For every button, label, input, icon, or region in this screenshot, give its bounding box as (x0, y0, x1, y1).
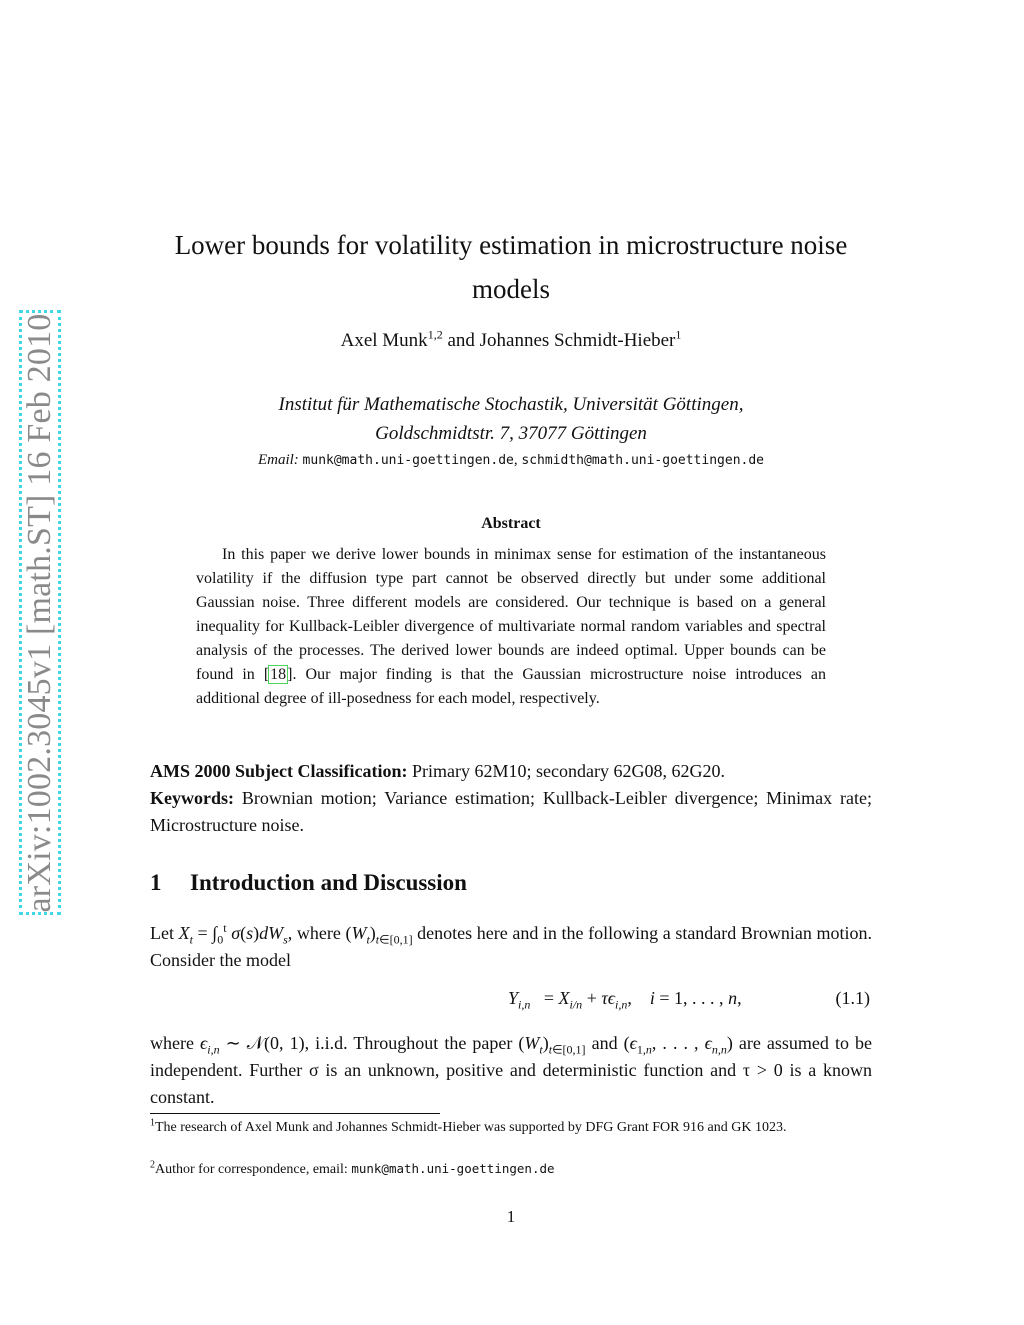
arxiv-stamp[interactable] (19, 310, 61, 915)
author-conjunction: and (442, 330, 480, 351)
footnote-1-text: The research of Axel Munk and Johannes Schmidt-Hieber was supported by DFG Grant FOR 916 and GK 1023. (155, 1120, 787, 1135)
title-line-2: models (472, 274, 550, 304)
ams-classification (150, 758, 872, 785)
ams-text: Primary 62M10; secondary 62G08, 62G20. (407, 761, 725, 781)
abstract-part-1: In this paper we derive lower bounds in minimax sense for estimation of the instantaneous volatility if the diffusion type part cannot be observed directly but under some additional Gaussian noise. Three different models are considered. Our technique is based on a general inequality for Kullback-Leibler divergence of multivariate normal random variables and spectral analysis of the processes. The derived lower bounds are indeed optimal. Upper bounds can be found in [ (196, 546, 826, 683)
intro-rest: denotes here and in the following a standard Brownian motion. Consider the model (150, 923, 872, 970)
section-title: Introduction and Discussion (190, 870, 467, 895)
footnote-1 (150, 1117, 872, 1138)
email-link-1[interactable]: munk@math.uni-goettingen.de (302, 453, 514, 468)
affiliation (150, 390, 872, 448)
section-number: 1 (150, 870, 162, 895)
where-text-2: , i.i.d. Throughout the paper (304, 1033, 519, 1053)
author-1: Axel Munk (340, 330, 428, 351)
keywords-text: Brownian motion; Variance estimation; Kullback-Leibler divergence; Minimax rate; Microstructure noise. (150, 788, 872, 835)
where-text-4: are assumed to be independent. Further σ is an unknown, positive and deterministic function and τ > 0 is a known constant. (150, 1033, 872, 1107)
footnote-2-email-link[interactable]: munk@math.uni-goettingen.de (351, 1161, 555, 1176)
author-2-affil: 1 (675, 327, 682, 342)
title-line-1: Lower bounds for volatility estimation in microstructure noise (174, 230, 848, 260)
affiliation-line-1: Institut für Mathematische Stochastik, Universität Göttingen, (278, 394, 744, 415)
citation-link[interactable]: 18 (270, 666, 287, 683)
paper-title (150, 223, 872, 311)
footnote-2-mark: 2 (150, 1159, 155, 1171)
equation-1-1 (150, 988, 872, 1018)
intro-paragraph: Let $X_t = \int_0^t$ $\sigma(s)dW_s$, where $(W_t)_{t\in[0,1]}$ denotes here and in the following a standard Brownian motion. Consider the model (150, 921, 872, 970)
email-link-2[interactable]: schmidth@math.uni-goettingen.de (521, 453, 765, 468)
email-line: Email: munk@math.uni-goettingen.de, schmidth@math.uni-goettingen.de (257, 452, 765, 468)
affiliation-line-2: Goldschmidtstr. 7, 37077 Göttingen (375, 423, 647, 444)
intro-let: Let (150, 923, 179, 943)
ams-label: AMS 2000 Subject Classification: (150, 761, 408, 781)
equation-body: $Y_{i,n} = X_{i/n} + \tau\epsilon_{i,n}$, i = 1, . . . , n, (508, 988, 742, 1012)
keywords (150, 785, 872, 839)
where-text-1: where (150, 1033, 201, 1053)
formula-x-t: $X_t$ (178, 923, 193, 947)
email-label: Email: (257, 452, 299, 468)
abstract-heading: Abstract (481, 515, 541, 532)
author-2: Johannes Schmidt-Hieber (479, 330, 676, 351)
footnote-1-mark: 1 (150, 1117, 155, 1129)
authors (150, 327, 872, 352)
where-text-3: and (585, 1033, 624, 1053)
abstract-part-2: ]. Our major finding is that the Gaussian microstructure noise introduces an additional degree of ill-posedness for each model, respectively. (196, 666, 826, 707)
footnote-rule (150, 1113, 440, 1114)
arxiv-id: arXiv:1002.3045v1 [math.ST] 16 Feb 2010 (21, 313, 58, 912)
footnote-2 (150, 1158, 872, 1180)
keywords-label: Keywords: (150, 788, 234, 808)
section-heading (150, 870, 467, 896)
footnote-2-text: Author for correspondence, email: (155, 1162, 352, 1177)
equation-number: (1.1) (835, 988, 870, 1008)
where-paragraph: where $\epsilon_{i,n}$ ∼ 𝒩(0, 1), i.i.d. Throughout the paper $(W_t)_{t\in[0,1]}$ and ($\epsilon_{1,n}$, . . . , $\epsilon_{n,n}$) are assumed to be independent. Further σ is an unknown, positive and deterministic function and τ > 0 is a known constant. (150, 1033, 872, 1107)
abstract-text (196, 543, 826, 711)
page-number: 1 (506, 1207, 516, 1226)
author-1-affil: 1,2 (427, 327, 443, 342)
